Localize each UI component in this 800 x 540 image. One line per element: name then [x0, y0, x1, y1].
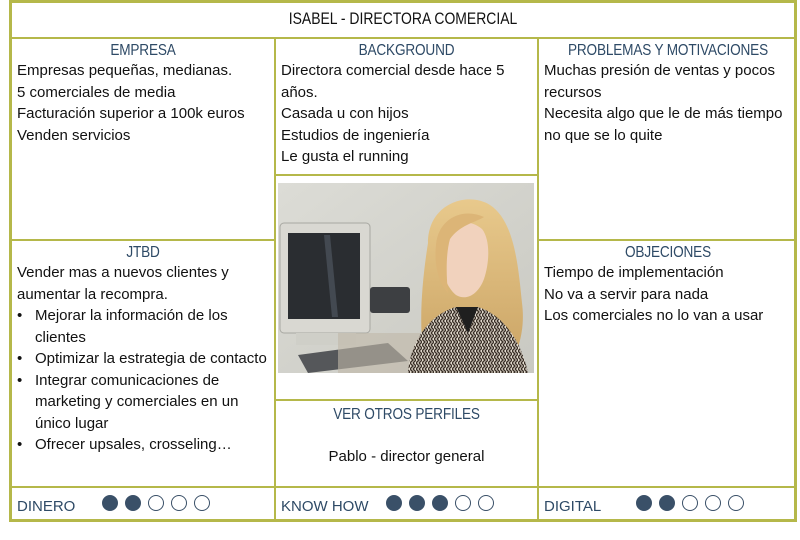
problemas-line: Muchas presión de ventas y pocos — [544, 62, 775, 79]
rating-label: KNOW HOW — [281, 498, 369, 515]
background-heading: BACKGROUND — [358, 42, 455, 59]
list-item-text: • Integrar comunicaciones de — [35, 371, 220, 389]
empresa-section — [12, 39, 274, 239]
empresa-line: Venden servicios — [17, 126, 131, 144]
rating-dot-empty — [148, 495, 164, 511]
persona-board — [9, 0, 797, 522]
rating-dot-filled — [432, 495, 448, 511]
list-item-text: • Ofrecer upsales, crosseling… — [35, 436, 232, 453]
rating-dot-filled — [125, 495, 141, 511]
rating-dot-filled — [102, 495, 118, 511]
jtbd-line: Vender mas a nuevos clientes y — [17, 264, 229, 281]
list-item — [12, 305, 274, 348]
problemas-line: Necesita algo que le de más tiempo — [544, 105, 783, 122]
background-section — [276, 39, 537, 174]
rating-digital — [539, 488, 797, 522]
list-item — [12, 370, 274, 435]
objeciones-heading: OBJECIONES — [625, 244, 711, 261]
background-line: Directora comercial desde hace 5 — [281, 62, 505, 79]
problemas-heading: PROBLEMAS Y MOTIVACIONES — [568, 42, 768, 59]
rating-dots — [636, 495, 744, 511]
rating-dot-empty — [705, 495, 721, 511]
rating-dot-filled — [409, 495, 425, 511]
jtbd-list — [12, 305, 274, 456]
background-line: Le gusta el running — [281, 148, 409, 165]
objeciones-line: No va a servir para nada — [544, 285, 709, 303]
otros-perfiles-heading: VER OTROS PERFILES — [333, 406, 480, 423]
otros-perfiles-section — [276, 401, 537, 486]
rating-label: DINERO — [17, 498, 76, 515]
background-line: Casada u con hijos — [281, 105, 409, 122]
rating-dot-filled — [386, 495, 402, 511]
jtbd-line: aumentar la recompra. — [17, 285, 168, 303]
rating-dot-empty — [478, 495, 494, 511]
list-item-text: • Optimizar la estrategia de contacto — [35, 350, 267, 367]
list-item-text: marketing y comerciales en un — [35, 393, 239, 410]
empresa-text — [12, 60, 274, 146]
rating-label: DIGITAL — [544, 498, 602, 515]
rating-dot-empty — [682, 495, 698, 511]
jtbd-heading: JTBD — [126, 244, 160, 261]
objeciones-line: Tiempo de implementación — [544, 264, 724, 281]
profile-link-pablo[interactable]: Pablo - director general — [328, 448, 485, 465]
rating-dot-filled — [659, 495, 675, 511]
rating-know-how — [276, 488, 537, 522]
empresa-heading: EMPRESA — [110, 42, 176, 59]
rating-dot-empty — [455, 495, 471, 511]
jtbd-intro — [12, 262, 274, 305]
list-item-text: • Mejorar la información de los — [35, 307, 228, 324]
empresa-line: 5 comerciales de media — [17, 83, 176, 101]
background-line: Estudios de ingeniería — [281, 126, 430, 144]
empresa-line: Facturación superior a 100k euros — [17, 105, 245, 122]
rating-dot-filled — [636, 495, 652, 511]
list-item — [12, 434, 274, 456]
list-item-text: único lugar — [35, 414, 109, 432]
divider — [274, 174, 537, 176]
problemas-text — [539, 60, 797, 146]
objeciones-section — [539, 241, 797, 486]
woman-at-computer-photo — [278, 183, 534, 373]
rating-dot-empty — [194, 495, 210, 511]
rating-dots — [102, 495, 210, 511]
problemas-section — [539, 39, 797, 239]
objeciones-text — [539, 262, 797, 327]
list-item-text: clientes — [35, 328, 86, 346]
list-item — [12, 348, 274, 370]
background-text — [276, 60, 537, 168]
empresa-line: Empresas pequeñas, medianas. — [17, 62, 233, 79]
problemas-line: recursos — [544, 83, 602, 101]
background-line: años. — [281, 83, 318, 101]
jtbd-section — [12, 241, 274, 486]
problemas-line: no que se lo quite — [544, 126, 663, 144]
objeciones-line: Los comerciales no lo van a usar — [544, 307, 764, 324]
persona-photo — [278, 183, 534, 373]
rating-dots — [386, 495, 494, 511]
rating-dot-empty — [171, 495, 187, 511]
rating-dot-empty — [728, 495, 744, 511]
rating-dinero — [12, 488, 274, 522]
page-title: ISABEL - DIRECTORA COMERCIAL — [288, 9, 518, 28]
